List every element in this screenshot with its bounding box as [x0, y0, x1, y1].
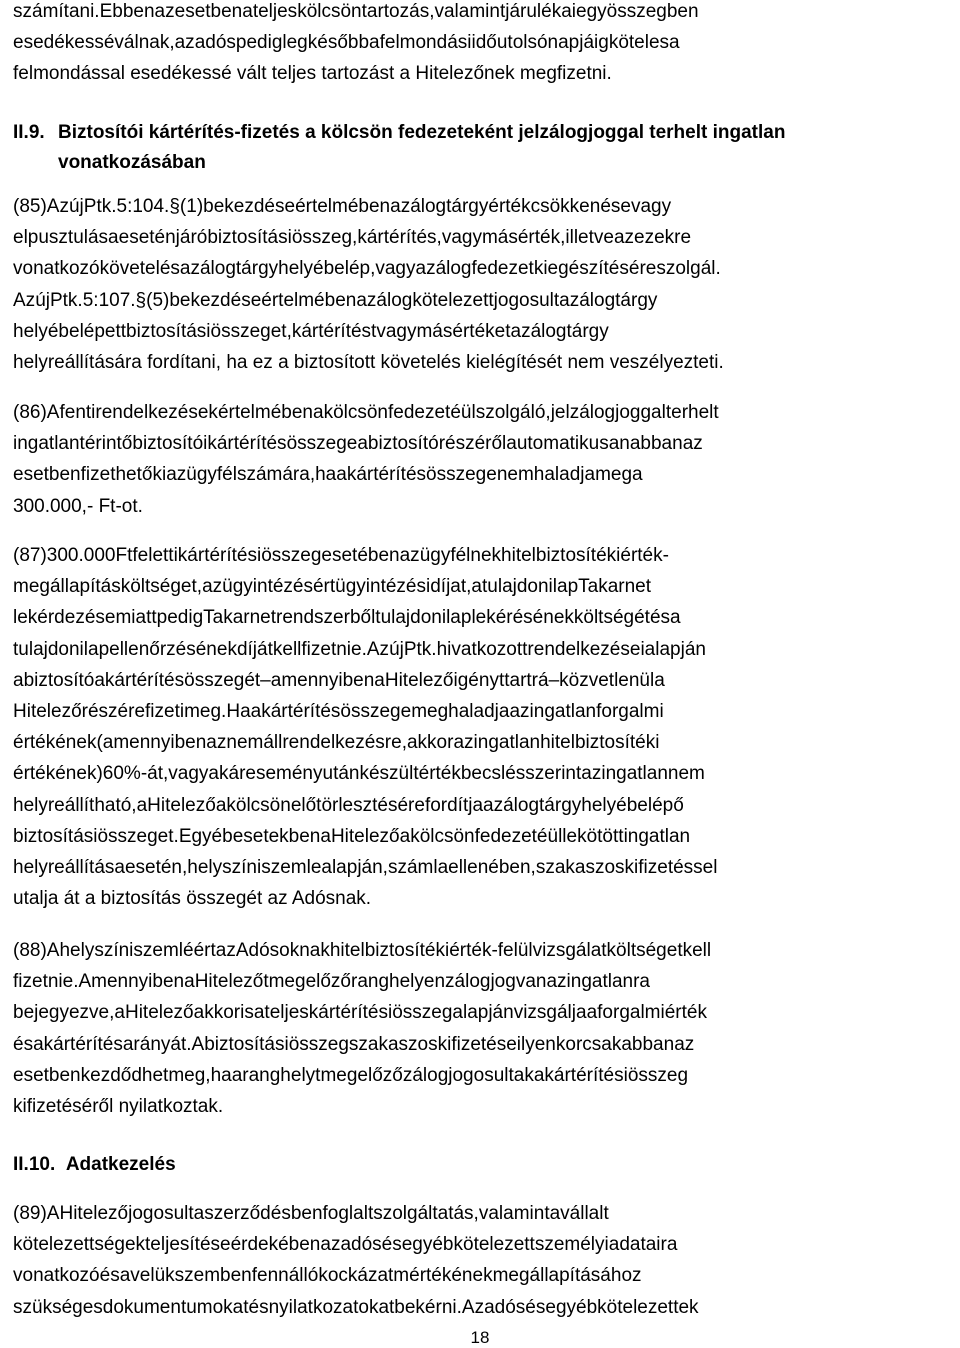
- text-line: helyreállítható,aHitelezőakölcsönelőtörlesztésérefordítjaazálogtárgyhelyébelépő: [13, 794, 684, 816]
- section-heading-ii-9: [13, 118, 958, 178]
- text-line: vonatkozókövetelésazálogtárgyhelyébelép,vagyazálogfedezetkiegészítéséreszolgál.: [13, 258, 721, 280]
- text-line: esetbenkezdődhetmeg,haaranghelytmegelőzőzálogjogosultakakártérítésiösszeg: [13, 1064, 689, 1086]
- text-line: számítani.Ebbenazesetbenateljeskölcsöntartozás,valamintjárulékaiegyösszegben: [13, 1, 699, 22]
- text-line: (87)300.000Ftfelettikártérítésiösszegesetébenazügyfélnekhitelbiztosítékiérték-: [13, 545, 669, 566]
- section-title: Adatkezelés: [65, 1154, 176, 1175]
- section-title: [58, 118, 960, 178]
- text-line: kötelezettségekteljesítéseérdekébenazadósésegyébkötelezettszemélyiadataira: [13, 1234, 678, 1256]
- section-number: II.9.: [13, 122, 45, 143]
- text-line: biztosításiösszeget.EgyébesetekbenaHitelezőakölcsönfedezetéüllekötöttingatlan: [13, 825, 691, 847]
- text-line: Hitelezőrészérefizetimeg.Haakártérítésösszegemeghaladjaazingatlanforgalmi: [13, 701, 664, 723]
- text-line: helyébelépettbiztosításiösszeget,kártérítéstvagymásértéketazálogtárgy: [13, 320, 609, 342]
- text-line: értékének)60%-át,vagyakáreseményutánkészültértékbecslésszerintazingatlannem: [13, 763, 705, 785]
- page-number: 18: [470, 1328, 490, 1347]
- text-line: (85)AzújPtk.5:104.§(1)bekezdéseértelmébenazálogtárgyértékcsökkenésevagy: [13, 196, 672, 217]
- text-line: helyreállítására fordítani, ha ez a biztosított követelés kielégítését nem veszélyezteti.: [13, 352, 724, 374]
- text-line: felmondással esedékessé vált teljes tartozást a Hitelezőnek megfizetni.: [13, 63, 612, 85]
- text-line: fizetnie.AmennyibenaHitelezőtmegelőzőranghelyenzálogjogvanazingatlanra: [13, 971, 650, 993]
- text-line: ingatlantérintőbiztosítóikártérítésösszegeabiztosítórészérőlautomatikusanabbanaz: [13, 433, 703, 455]
- paragraph-86: [13, 397, 955, 522]
- text-line: utalja át a biztosítás összegét az Adósnak.: [13, 888, 372, 910]
- text-line: szükségesdokumentumokatésnyilatkozatokatbekérni.Azadósésegyébkötelezettek: [13, 1296, 699, 1318]
- text-line: esetbenfizethetőkiazügyfélszámára,haakártérítésösszegenemhaladjamega: [13, 464, 643, 486]
- text-line: 300.000,- Ft-ot.: [13, 495, 143, 517]
- text-line: lekérdezésemiattpedigTakarnetrendszerbőltulajdonilaplekérésénekköltségétésa: [13, 607, 681, 629]
- text-line: (89)AHitelezőjogosultaszerződésbenfoglaltszolgáltatás,valamintavállalt: [13, 1203, 609, 1224]
- text-line: értékének(amennyibenaznemállrendelkezésre,akkorazingatlanhitelbiztosítéki: [13, 732, 660, 754]
- paragraph-89: [13, 1198, 955, 1323]
- text-line: bejegyezve,aHitelezőakkorisateljeskártérítésiösszegalapjánvizsgáljaaforgalmiérték: [13, 1002, 707, 1024]
- text-line: tulajdonilapellenőrzésénekdíjátkellfizetnie.AzújPtk.hivatkozottrendelkezéseialapján: [13, 638, 706, 660]
- text-line: esedékesséválnak,azadóspediglegkésőbbafelmondásiidőutolsónapjáigkötelesa: [13, 32, 680, 54]
- text-line: vonatkozóésavelükszembenfennállókockázatmértékénekmegállapításához: [13, 1265, 642, 1287]
- section-title-line: vonatkozásában: [58, 152, 206, 173]
- text-line: (88)AhelyszíniszemléértazAdósoknakhitelbiztosítékiérték-felülvizsgálatköltségetkell: [13, 940, 712, 961]
- paragraph-87: [13, 540, 955, 914]
- text-line: abiztosítóakártérítésösszegét–amennyibenaHitelezőigényttartrá–közvetlenüla: [13, 669, 665, 691]
- paragraph-top-continuation: [13, 0, 955, 90]
- text-line: kifizetéséről nyilatkoztak.: [13, 1096, 224, 1118]
- text-line: helyreállításaesetén,helyszíniszemlealapján,számlaellenében,szakaszoskifizetéssel: [13, 857, 718, 879]
- text-line: elpusztulásaeseténjáróbiztosításiösszeg,kártérítés,vagymásérték,illetveazezekre: [13, 227, 692, 249]
- paragraph-88: [13, 935, 955, 1122]
- text-line: ésakártérítésarányát.Abiztosításiösszegszakaszoskifizetéseilyenkorcsakabbanaz: [13, 1033, 695, 1055]
- section-title-line: Biztosítói kártérítés-fizetés a kölcsön fedezeteként jelzálogjoggal terhelt ingatlan: [58, 122, 786, 143]
- text-line: megállapításköltséget,azügyintézésértügyintézésidíjat,atulajdonilapTakarnet: [13, 576, 652, 598]
- text-line: (86)Afentirendelkezésekértelmébenakölcsönfedezetéülszolgáló,jelzálogjoggalterhelt: [13, 402, 719, 423]
- section-number: II.10.: [13, 1154, 56, 1175]
- text-line: AzújPtk.5:107.§(5)bekezdéseértelmébenazálogkötelezettjogosultazálogtárgy: [13, 289, 658, 311]
- section-heading-ii-10: [13, 1150, 413, 1180]
- paragraph-85: [13, 191, 955, 378]
